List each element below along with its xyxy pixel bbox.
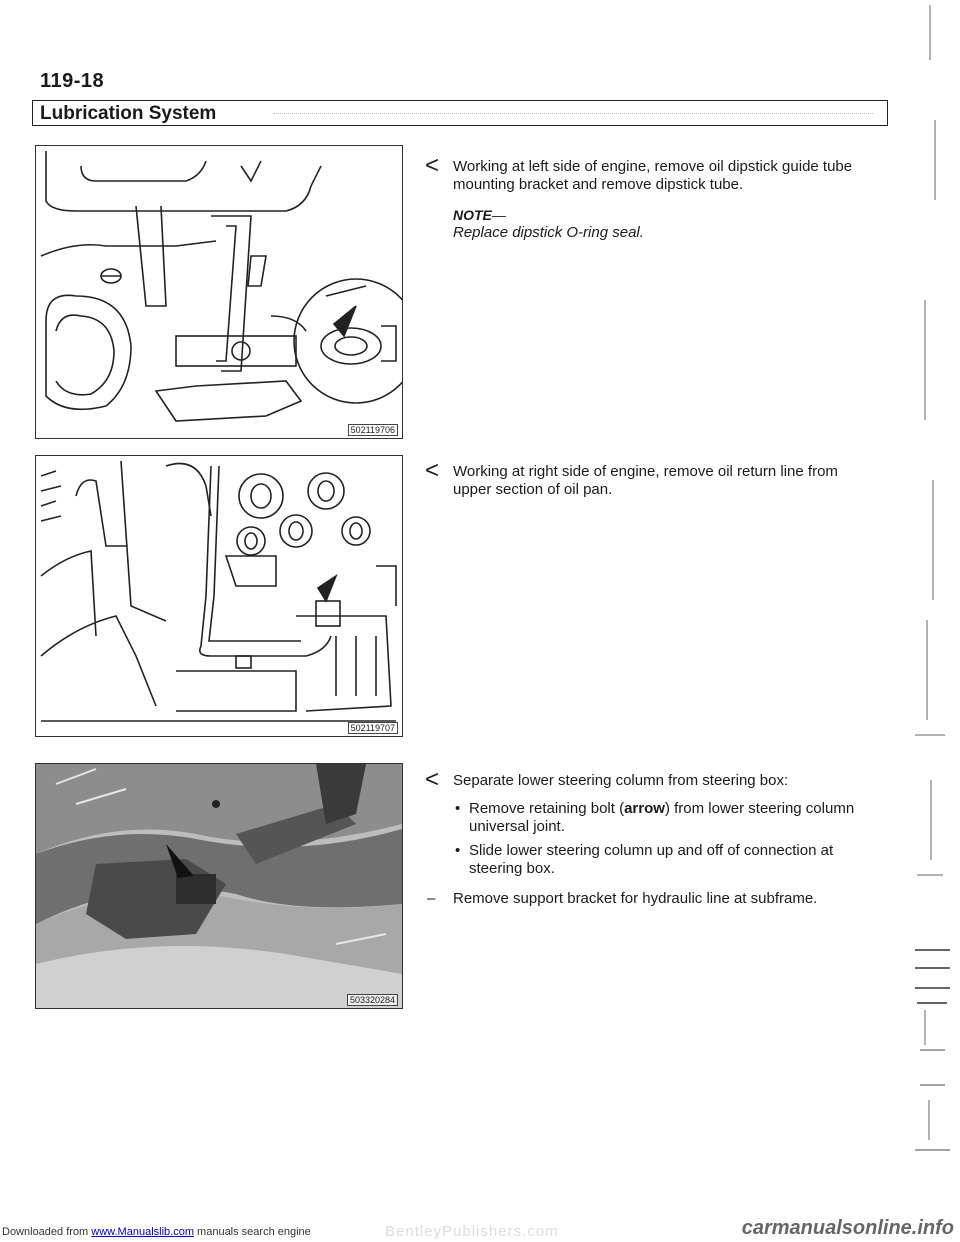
section-title: Lubrication System bbox=[40, 103, 217, 124]
figure-id: 503320284 bbox=[347, 994, 398, 1006]
margin-marks bbox=[905, 0, 960, 1242]
step-text: Remove support bracket for hydraulic line at subframe. bbox=[453, 890, 818, 907]
header-rule bbox=[273, 113, 873, 114]
figure-id: 502119707 bbox=[348, 722, 398, 734]
watermark-site: carmanualsonline.info bbox=[741, 1217, 954, 1239]
note-label: NOTE— bbox=[453, 207, 506, 223]
dash-marker: – bbox=[427, 890, 436, 907]
figure-id: 502119706 bbox=[348, 424, 398, 436]
instruction-step bbox=[425, 152, 875, 194]
step-text: Working at right side of engine, remove oil return line from upper section of oil pan. bbox=[453, 463, 838, 498]
dipstick-illustration bbox=[36, 146, 402, 438]
oil-return-illustration bbox=[36, 456, 402, 736]
manualslib-link[interactable]: www.Manualslib.com bbox=[91, 1226, 194, 1238]
instruction-block-1 bbox=[425, 152, 875, 242]
instruction-step bbox=[425, 457, 875, 499]
footer bbox=[0, 1217, 960, 1240]
note-text: Replace dipstick O-ring seal. bbox=[453, 224, 644, 241]
section-header bbox=[32, 100, 888, 126]
pointer-left-icon: < bbox=[425, 152, 440, 179]
step-text: Separate lower steering column from steering box: bbox=[453, 772, 789, 789]
bullet-item: • Remove retaining bolt (arrow) from lower steering column universal joint. bbox=[453, 800, 875, 836]
bullet-list bbox=[453, 800, 875, 878]
pointer-left-icon: < bbox=[425, 457, 440, 484]
figure-steering-column-photo bbox=[35, 763, 403, 1009]
page-number: 119-18 bbox=[40, 70, 105, 92]
figure-oil-return-line bbox=[35, 455, 403, 737]
step-text: Working at left side of engine, remove oil dipstick guide tube mounting bracket and remove dipstick tube. bbox=[453, 158, 853, 193]
download-note: Downloaded from www.Manualslib.com manuals search engine bbox=[2, 1226, 311, 1238]
figure-dipstick-tube bbox=[35, 145, 403, 439]
dash-step bbox=[425, 890, 875, 908]
instruction-block-3 bbox=[425, 766, 875, 908]
watermark-publisher: BentleyPublishers.com bbox=[385, 1223, 559, 1240]
instruction-block-2 bbox=[425, 457, 875, 509]
instruction-step bbox=[425, 766, 875, 793]
pointer-left-icon: < bbox=[425, 766, 440, 793]
bullet-item: • Slide lower steering column up and off of connection at steering box. bbox=[453, 842, 875, 878]
steering-photo bbox=[36, 764, 402, 1008]
